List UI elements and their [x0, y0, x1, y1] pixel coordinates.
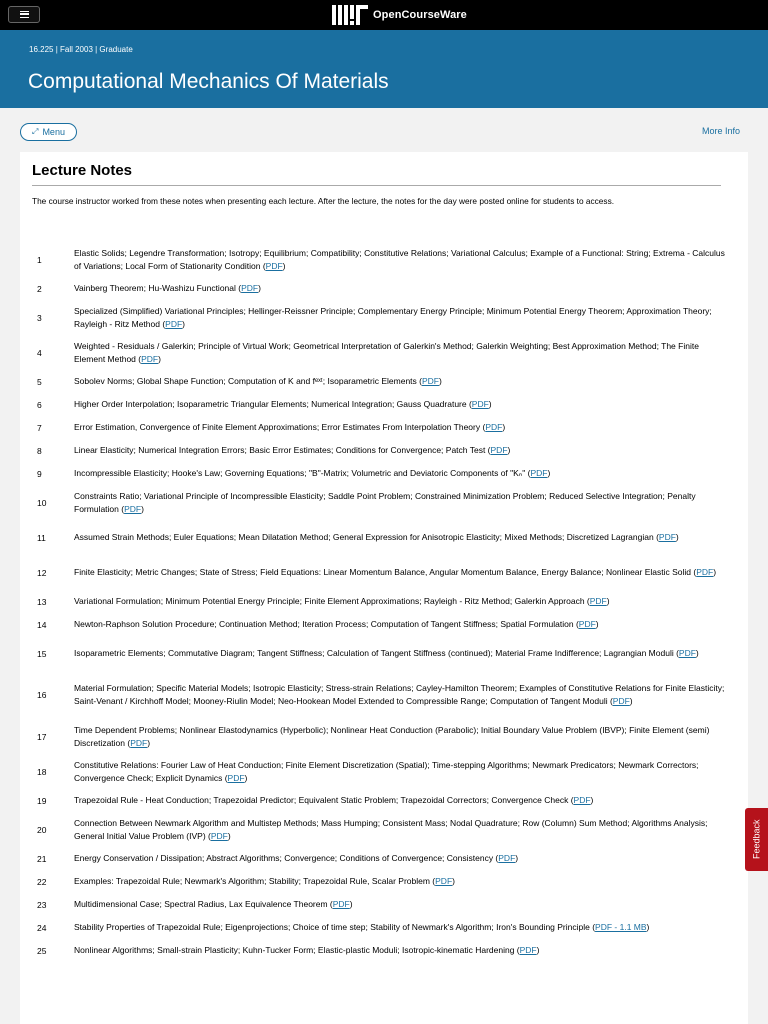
closing-paren: ) — [646, 922, 650, 932]
lecture-topics: Linear Elasticity; Numerical Integration Errors; Basic Error Estimates; Conditions for Convergence; Patch Test ( — [74, 445, 491, 455]
lecture-topics: Constitutive Relations: Fourier Law of Heat Conduction; Finite Element Discretization (Spatial); Time-stepping Algorithms; Newmark Predicators; Newmark Correctors; Convergence Check; Explicit Dynamics ( — [74, 759, 699, 783]
lecture-number: 14 — [37, 619, 47, 630]
lecture-pdf-link[interactable]: PDF — [421, 376, 439, 386]
lecture-number: 8 — [37, 445, 42, 456]
closing-paren: ) — [515, 853, 519, 863]
lecture-number: 15 — [37, 648, 47, 659]
lecture-pdf-link[interactable]: PDF — [696, 567, 714, 577]
lecture-row — [32, 277, 732, 300]
closing-paren: ) — [182, 318, 186, 329]
lecture-pdf-link[interactable]: PDF — [227, 772, 245, 783]
lecture-row — [32, 300, 732, 335]
lecture-number: 21 — [37, 853, 47, 864]
lecture-topics: Finite Elasticity; Metric Changes; State of Stress; Field Equations: Linear Momentum Balance, Angular Momentum Balance, Energy Balance; Nonlinear Elastic Solid ( — [74, 567, 697, 577]
lecture-row — [32, 916, 732, 939]
page-title: Lecture Notes — [32, 162, 133, 179]
closing-paren: ) — [507, 445, 511, 455]
lecture-number: 18 — [37, 766, 47, 777]
lecture-number: 9 — [37, 468, 42, 479]
lecture-topics: Time Dependent Problems; Nonlinear Elastodynamics (Hyperbolic); Nonlinear Heat Conduction (Parabolic); Initial Boundary Value Problem (IBVP); Finite Element (semi) Discretization ( — [74, 724, 710, 748]
lecture-row — [32, 613, 732, 636]
lecture-row — [32, 636, 732, 671]
lecture-topics: Examples: Trapezoidal Rule; Newmark's Algorithm; Stability; Trapezoidal Rule, Scalar Problem ( — [74, 876, 436, 886]
lecture-number: 10 — [37, 497, 47, 508]
lecture-topics: Elastic Solids; Legendre Transformation; Isotropy; Equilibrium; Compatibility; Constitutive Relations; Variational Calculus; Example of a Functional: String; Extrema - Calculus of Variations; Local Form of Stationarity Condition ( — [74, 247, 725, 271]
lecture-pdf-link[interactable]: PDF — [519, 945, 537, 955]
lecture-pdf-link[interactable]: PDF — [332, 899, 350, 909]
lecture-description — [74, 944, 730, 957]
lecture-row — [32, 847, 732, 870]
lecture-description — [74, 682, 730, 708]
lecture-topics: Nonlinear Algorithms; Small-strain Plasticity; Kuhn-Tucker Form; Elastic-plastic Moduli; Isotropic-kinematic Hardening ( — [74, 945, 520, 955]
lecture-row — [32, 520, 732, 555]
lecture-list — [32, 242, 732, 962]
closing-paren: ) — [349, 899, 353, 909]
lecture-pdf-link[interactable]: PDF — [265, 260, 283, 271]
lecture-description — [74, 794, 730, 807]
closing-paren: ) — [258, 283, 261, 293]
lecture-topics: Stability Properties of Trapezoidal Rule; Eigenprojections; Choice of time step; Stability of Newmark's Algorithm; Iron's Bounding Principle ( — [74, 922, 596, 932]
lecture-row — [32, 335, 732, 370]
lecture-row — [32, 242, 732, 277]
lecture-row — [32, 590, 732, 613]
lecture-description — [74, 421, 730, 434]
collapse-arrows-icon: ⤢ — [32, 127, 39, 136]
lecture-topics: Assumed Strain Methods; Euler Equations; Mean Dilatation Method; General Expression for Anisotropic Elasticity; Mixed Methods; Discretized Lagrangian ( — [74, 532, 659, 542]
lecture-number: 17 — [37, 731, 47, 742]
course-meta: 16.225 | Fall 2003 | Graduate — [29, 45, 133, 54]
closing-paren: ) — [590, 795, 594, 805]
lecture-description — [74, 444, 730, 457]
intro-text: The course instructor worked from these notes when presenting each lecture. After the lecture, the notes for the day were posted online for students to access. — [32, 196, 615, 206]
lecture-number: 19 — [37, 795, 47, 806]
lecture-description — [74, 247, 730, 273]
lecture-pdf-link[interactable]: PDF — [485, 422, 503, 432]
lecture-description — [74, 490, 730, 516]
lecture-pdf-link[interactable]: PDF — [573, 795, 591, 805]
lecture-description — [74, 647, 730, 660]
lecture-topics: Constraints Ratio; Variational Principle of Incompressible Elasticity; Saddle Point Problem; Constrained Minimization Problem; Reduced Selective Integration; Penalty Formulation ( — [74, 490, 696, 514]
lecture-topics: Incompressible Elasticity; Hooke's Law; Governing Equations; "B"-Matrix; Volumetric and Deviatoric Components of "Kₙ" ( — [74, 468, 531, 478]
closing-paren: ) — [438, 376, 442, 386]
lecture-pdf-link[interactable]: PDF — [678, 648, 696, 658]
lecture-topics: Sobolev Norms; Global Shape Function; Computation of K and fᵉˣᵗ; Isoparametric Elements ( — [74, 376, 422, 386]
course-title[interactable]: Computational Mechanics Of Materials — [28, 70, 389, 93]
lecture-row — [32, 485, 732, 520]
lecture-description — [74, 595, 730, 608]
lecture-pdf-link[interactable]: PDF — [471, 399, 489, 409]
course-banner — [0, 30, 768, 108]
lecture-topics: Error Estimation, Convergence of Finite Element Approximations; Error Estimates From Interpolation Theory ( — [74, 422, 486, 432]
lecture-number: 2 — [37, 283, 42, 294]
lecture-description — [74, 375, 730, 388]
mit-logo-icon — [332, 5, 368, 25]
lecture-row — [32, 939, 732, 962]
lecture-number: 7 — [37, 422, 42, 433]
lecture-pdf-link[interactable]: PDF — [210, 830, 228, 841]
lecture-topics: Material Formulation; Specific Material Models; Isotropic Elasticity; Stress-strain Relations; Cayley-Hamilton Theorem; Examples of Constitutive Relations for Finite Elasticity; Saint-Venant / Kirchhoff Model; Mooney-Riulin Model; Neo-Hookean Model Extended to Compressible Range; Computation of Tangent Moduli ( — [74, 683, 725, 706]
lecture-pdf-link[interactable]: PDF — [435, 876, 453, 886]
lecture-pdf-link[interactable]: PDF — [658, 532, 676, 542]
closing-paren: ) — [536, 945, 540, 955]
lecture-description — [74, 467, 730, 480]
content-card — [20, 152, 748, 1024]
lecture-description — [74, 531, 730, 544]
lecture-number: 6 — [37, 399, 42, 410]
lecture-row — [32, 462, 732, 485]
lecture-pdf-link[interactable]: PDF — [498, 853, 516, 863]
lecture-description — [74, 340, 730, 366]
closing-paren: ) — [606, 596, 610, 606]
lecture-row — [32, 416, 732, 439]
lecture-number: 24 — [37, 922, 47, 933]
closing-paren: ) — [147, 737, 151, 748]
lecture-row — [32, 812, 732, 847]
lecture-pdf-link[interactable]: PDF - 1.1 MB — [595, 922, 647, 932]
closing-paren: ) — [713, 567, 717, 577]
lecture-number: 3 — [37, 312, 42, 323]
lecture-topics: Specialized (Simplified) Variational Principles; Hellinger-Reissner Principle; Complementary Energy Principle; Minimum Potential Energy Theorem; Approximation Theory; Rayleigh - Ritz Method ( — [74, 305, 712, 329]
lecture-row — [32, 719, 732, 754]
lecture-number: 1 — [37, 254, 42, 265]
lecture-pdf-link[interactable]: PDF — [490, 445, 508, 455]
closing-paren: ) — [695, 648, 699, 658]
lecture-description — [74, 398, 730, 411]
lecture-topics: Variational Formulation; Minimum Potential Energy Principle; Finite Element Approximations; Rayleigh - Ritz Method; Galerkin Approach ( — [74, 596, 590, 606]
lecture-number: 23 — [37, 899, 47, 910]
lecture-pdf-link[interactable]: PDF — [612, 696, 630, 706]
ocw-logo[interactable] — [332, 5, 467, 25]
lecture-pdf-link[interactable]: PDF — [589, 596, 607, 606]
hamburger-menu-button[interactable] — [8, 6, 40, 23]
lecture-row — [32, 393, 732, 416]
lecture-description — [74, 898, 730, 911]
closing-paren: ) — [547, 468, 551, 478]
closing-paren: ) — [244, 772, 248, 783]
lecture-topics: Connection Between Newmark Algorithm and Multistep Methods; Mass Humping; Consistent Mass; Nodal Quadrature; Row (Column) Sum Method; Algorithms Analysis; General Initial Value Problem (IVP) ( — [74, 817, 708, 841]
lecture-row — [32, 870, 732, 893]
lecture-number: 4 — [37, 347, 42, 358]
more-info-link[interactable]: More Info — [701, 126, 740, 136]
lecture-pdf-link[interactable]: PDF — [530, 468, 548, 478]
lecture-row — [32, 893, 732, 916]
lecture-description — [74, 724, 730, 750]
closing-paren: ) — [488, 399, 492, 409]
lecture-topics: Higher Order Interpolation; Isoparametric Triangular Elements; Numerical Integration; Gauss Quadrature ( — [74, 399, 472, 409]
lecture-number: 25 — [37, 945, 47, 956]
closing-paren: ) — [675, 532, 679, 542]
lecture-row — [32, 555, 732, 590]
lecture-topics: Multidimensional Case; Spectral Radius, Lax Equivalence Theorem ( — [74, 899, 333, 909]
lecture-row — [32, 370, 732, 393]
lecture-topics: Newton-Raphson Solution Procedure; Continuation Method; Iteration Process; Computation of Tangent Stiffness; Spatial Formulation ( — [74, 619, 579, 629]
lecture-number: 20 — [37, 824, 47, 835]
closing-paren: ) — [282, 260, 286, 271]
lecture-pdf-link[interactable]: PDF — [141, 353, 159, 364]
lecture-topics: Energy Conservation / Dissipation; Abstract Algorithms; Convergence; Conditions of Convergence; Consistency ( — [74, 853, 499, 863]
lecture-description — [74, 921, 730, 934]
lecture-topics: Trapezoidal Rule - Heat Conduction; Trapezoidal Predictor; Equivalent Static Problem; Trapezoidal Correctors; Convergence Check ( — [74, 795, 574, 805]
lecture-description — [74, 566, 730, 579]
lecture-number: 12 — [37, 567, 47, 578]
lecture-number: 13 — [37, 596, 47, 607]
lecture-topics: Vainberg Theorem; Hu-Washizu Functional ( — [74, 283, 242, 293]
lecture-number: 16 — [37, 690, 47, 700]
lecture-topics: Isoparametric Elements; Commutative Diagram; Tangent Stiffness; Calculation of Tangent Stiffness (continued); Material Frame Indifference; Lagrangian Moduli ( — [74, 648, 679, 658]
lecture-description — [74, 852, 730, 865]
title-divider — [32, 185, 721, 186]
top-bar — [0, 0, 768, 30]
brand-name: OpenCourseWare — [373, 9, 467, 21]
lecture-description — [74, 817, 730, 843]
lecture-row — [32, 671, 732, 719]
lecture-row — [32, 439, 732, 462]
lecture-pdf-link[interactable]: PDF — [124, 503, 142, 514]
lecture-description — [74, 759, 730, 785]
lecture-number: 22 — [37, 876, 47, 887]
lecture-pdf-link[interactable]: PDF — [130, 737, 148, 748]
lecture-number: 11 — [37, 532, 46, 543]
lecture-description — [74, 305, 730, 331]
lecture-pdf-link[interactable]: PDF — [165, 318, 183, 329]
lecture-topics: Weighted - Residuals / Galerkin; Principle of Virtual Work; Geometrical Interpretation of Galerkin's Method; Galerkin Weighting; Best Approximation Method; The Finite Element Method ( — [74, 340, 699, 364]
lecture-description — [74, 875, 730, 888]
closing-paren: ) — [595, 619, 599, 629]
lecture-description — [74, 282, 730, 295]
lecture-pdf-link[interactable]: PDF — [241, 283, 259, 293]
lecture-number: 5 — [37, 376, 42, 387]
closing-paren: ) — [227, 830, 231, 841]
lecture-row — [32, 789, 732, 812]
feedback-tab[interactable]: Feedback — [745, 808, 768, 871]
hamburger-icon — [20, 11, 29, 18]
lecture-description — [74, 618, 730, 631]
lecture-pdf-link[interactable]: PDF — [578, 619, 596, 629]
closing-paren: ) — [452, 876, 455, 886]
course-menu-button[interactable] — [20, 123, 77, 141]
closing-paren: ) — [629, 696, 633, 706]
closing-paren: ) — [502, 422, 506, 432]
lecture-row — [32, 754, 732, 789]
closing-paren: ) — [141, 503, 144, 514]
course-menu-label: Menu — [42, 127, 65, 137]
closing-paren: ) — [158, 353, 161, 364]
